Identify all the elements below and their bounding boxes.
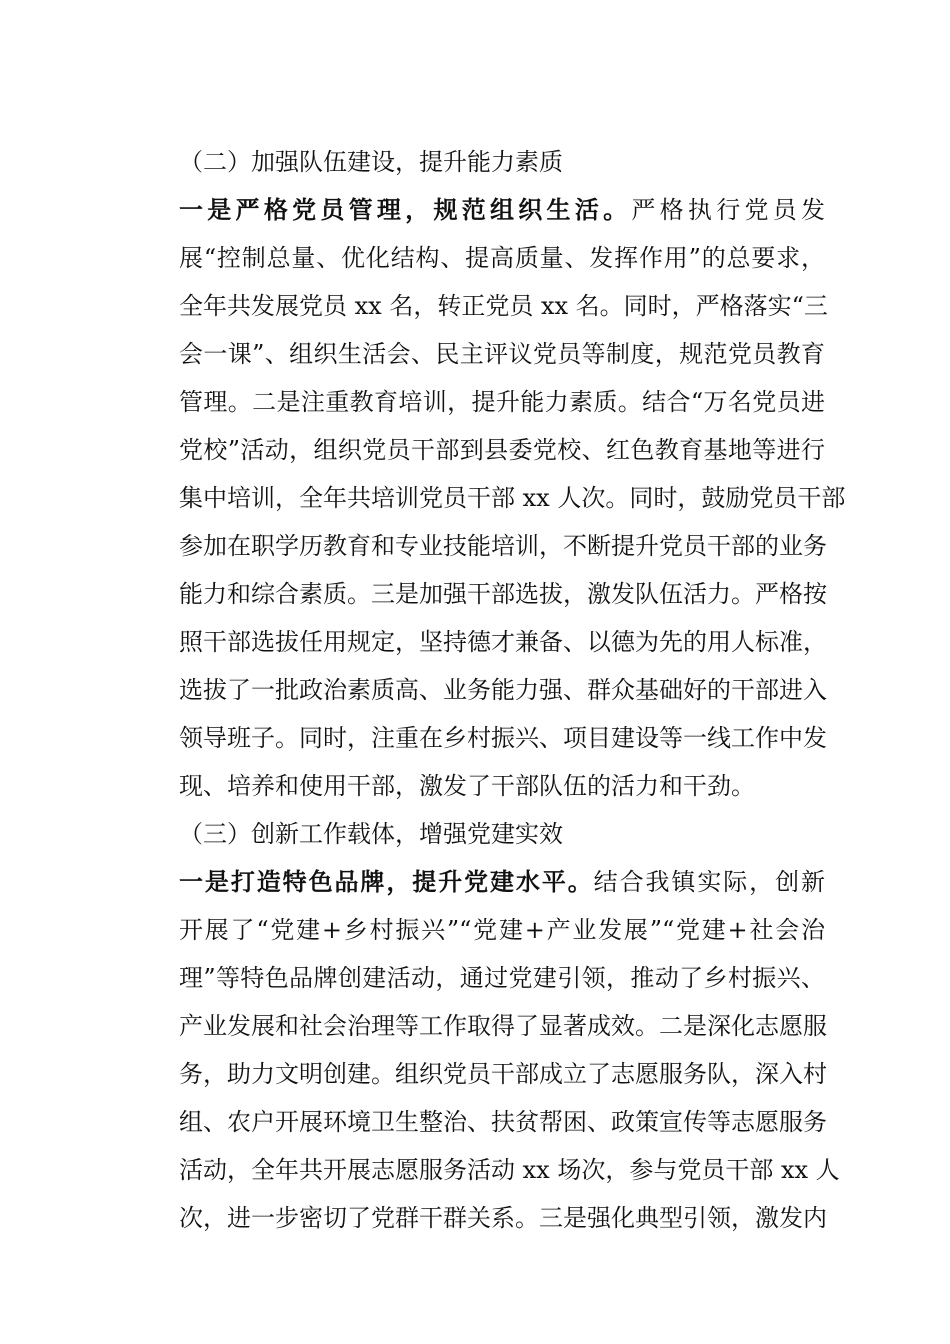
paragraph-line: 会一课”、组织生活会、民主评议党员等制度，规范党员教育 bbox=[179, 340, 825, 368]
paragraph-line: 开展了“党建+乡村振兴”“党建+产业发展”“党建+社会治 bbox=[179, 916, 825, 944]
paragraph-line bbox=[131, 186, 825, 234]
section-heading-2: （二）加强队伍建设，提升能力素质 bbox=[179, 148, 563, 176]
paragraph-line: 能力和综合素质。三是加强干部选拔，激发队伍活力。严格按 bbox=[179, 580, 827, 608]
section-heading-3: （三）创新工作载体，增强党建实效 bbox=[179, 820, 563, 848]
paragraph-line: 集中培训，全年共培训党员干部 xx 人次。同时，鼓励党员干部 bbox=[179, 484, 846, 512]
lead-sentence: 一是打造特色品牌，提升党建水平。 bbox=[179, 867, 594, 896]
section-2-paragraph bbox=[131, 186, 846, 810]
paragraph-line: 党校”活动，组织党员干部到县委党校、红色教育基地等进行 bbox=[179, 436, 825, 464]
paragraph-line: 领导班子。同时，注重在乡村振兴、项目建设等一线工作中发 bbox=[179, 724, 827, 752]
paragraph-line: 次，进一步密切了党群干群关系。三是强化典型引领，激发内 bbox=[179, 1204, 827, 1232]
paragraph-line: 展“控制总量、优化结构、提高质量、发挥作用”的总要求， bbox=[179, 244, 825, 272]
paragraph-line: 全年共发展党员 xx 名，转正党员 xx 名。同时，严格落实“三 bbox=[179, 292, 828, 320]
paragraph-line: 选拔了一批政治素质高、业务能力强、群众基础好的干部进入 bbox=[179, 676, 827, 704]
paragraph-line: 照干部选拔任用规定，坚持德才兼备、以德为先的用人标准， bbox=[179, 628, 827, 656]
paragraph-line: 现、培养和使用干部，激发了干部队伍的活力和干劲。 bbox=[179, 772, 755, 800]
lead-sentence: 一是严格党员管理，规范组织生活。 bbox=[179, 195, 632, 224]
section-3-paragraph bbox=[131, 858, 840, 1242]
document-page bbox=[131, 138, 846, 1242]
paragraph-line: 活动，全年共开展志愿服务活动 xx 场次，参与党员干部 xx 人 bbox=[179, 1156, 840, 1184]
paragraph-line bbox=[131, 858, 825, 906]
paragraph-line: 组、农户开展环境卫生整治、扶贫帮困、政策宣传等志愿服务 bbox=[179, 1108, 827, 1136]
line-text: 严格执行党员发 bbox=[631, 196, 826, 224]
paragraph-line: 产业发展和社会治理等工作取得了显著成效。二是深化志愿服 bbox=[179, 1012, 827, 1040]
paragraph-line: 务，助力文明创建。组织党员干部成立了志愿服务队，深入村 bbox=[179, 1060, 827, 1088]
paragraph-line: 理”等特色品牌创建活动，通过党建引领，推动了乡村振兴、 bbox=[179, 964, 825, 992]
paragraph-line: 管理。二是注重教育培训，提升能力素质。结合“万名党员进 bbox=[179, 388, 825, 416]
line-text: 结合我镇实际，创新 bbox=[593, 868, 826, 896]
paragraph-line: 参加在职学历教育和专业技能培训，不断提升党员干部的业务 bbox=[179, 532, 827, 560]
